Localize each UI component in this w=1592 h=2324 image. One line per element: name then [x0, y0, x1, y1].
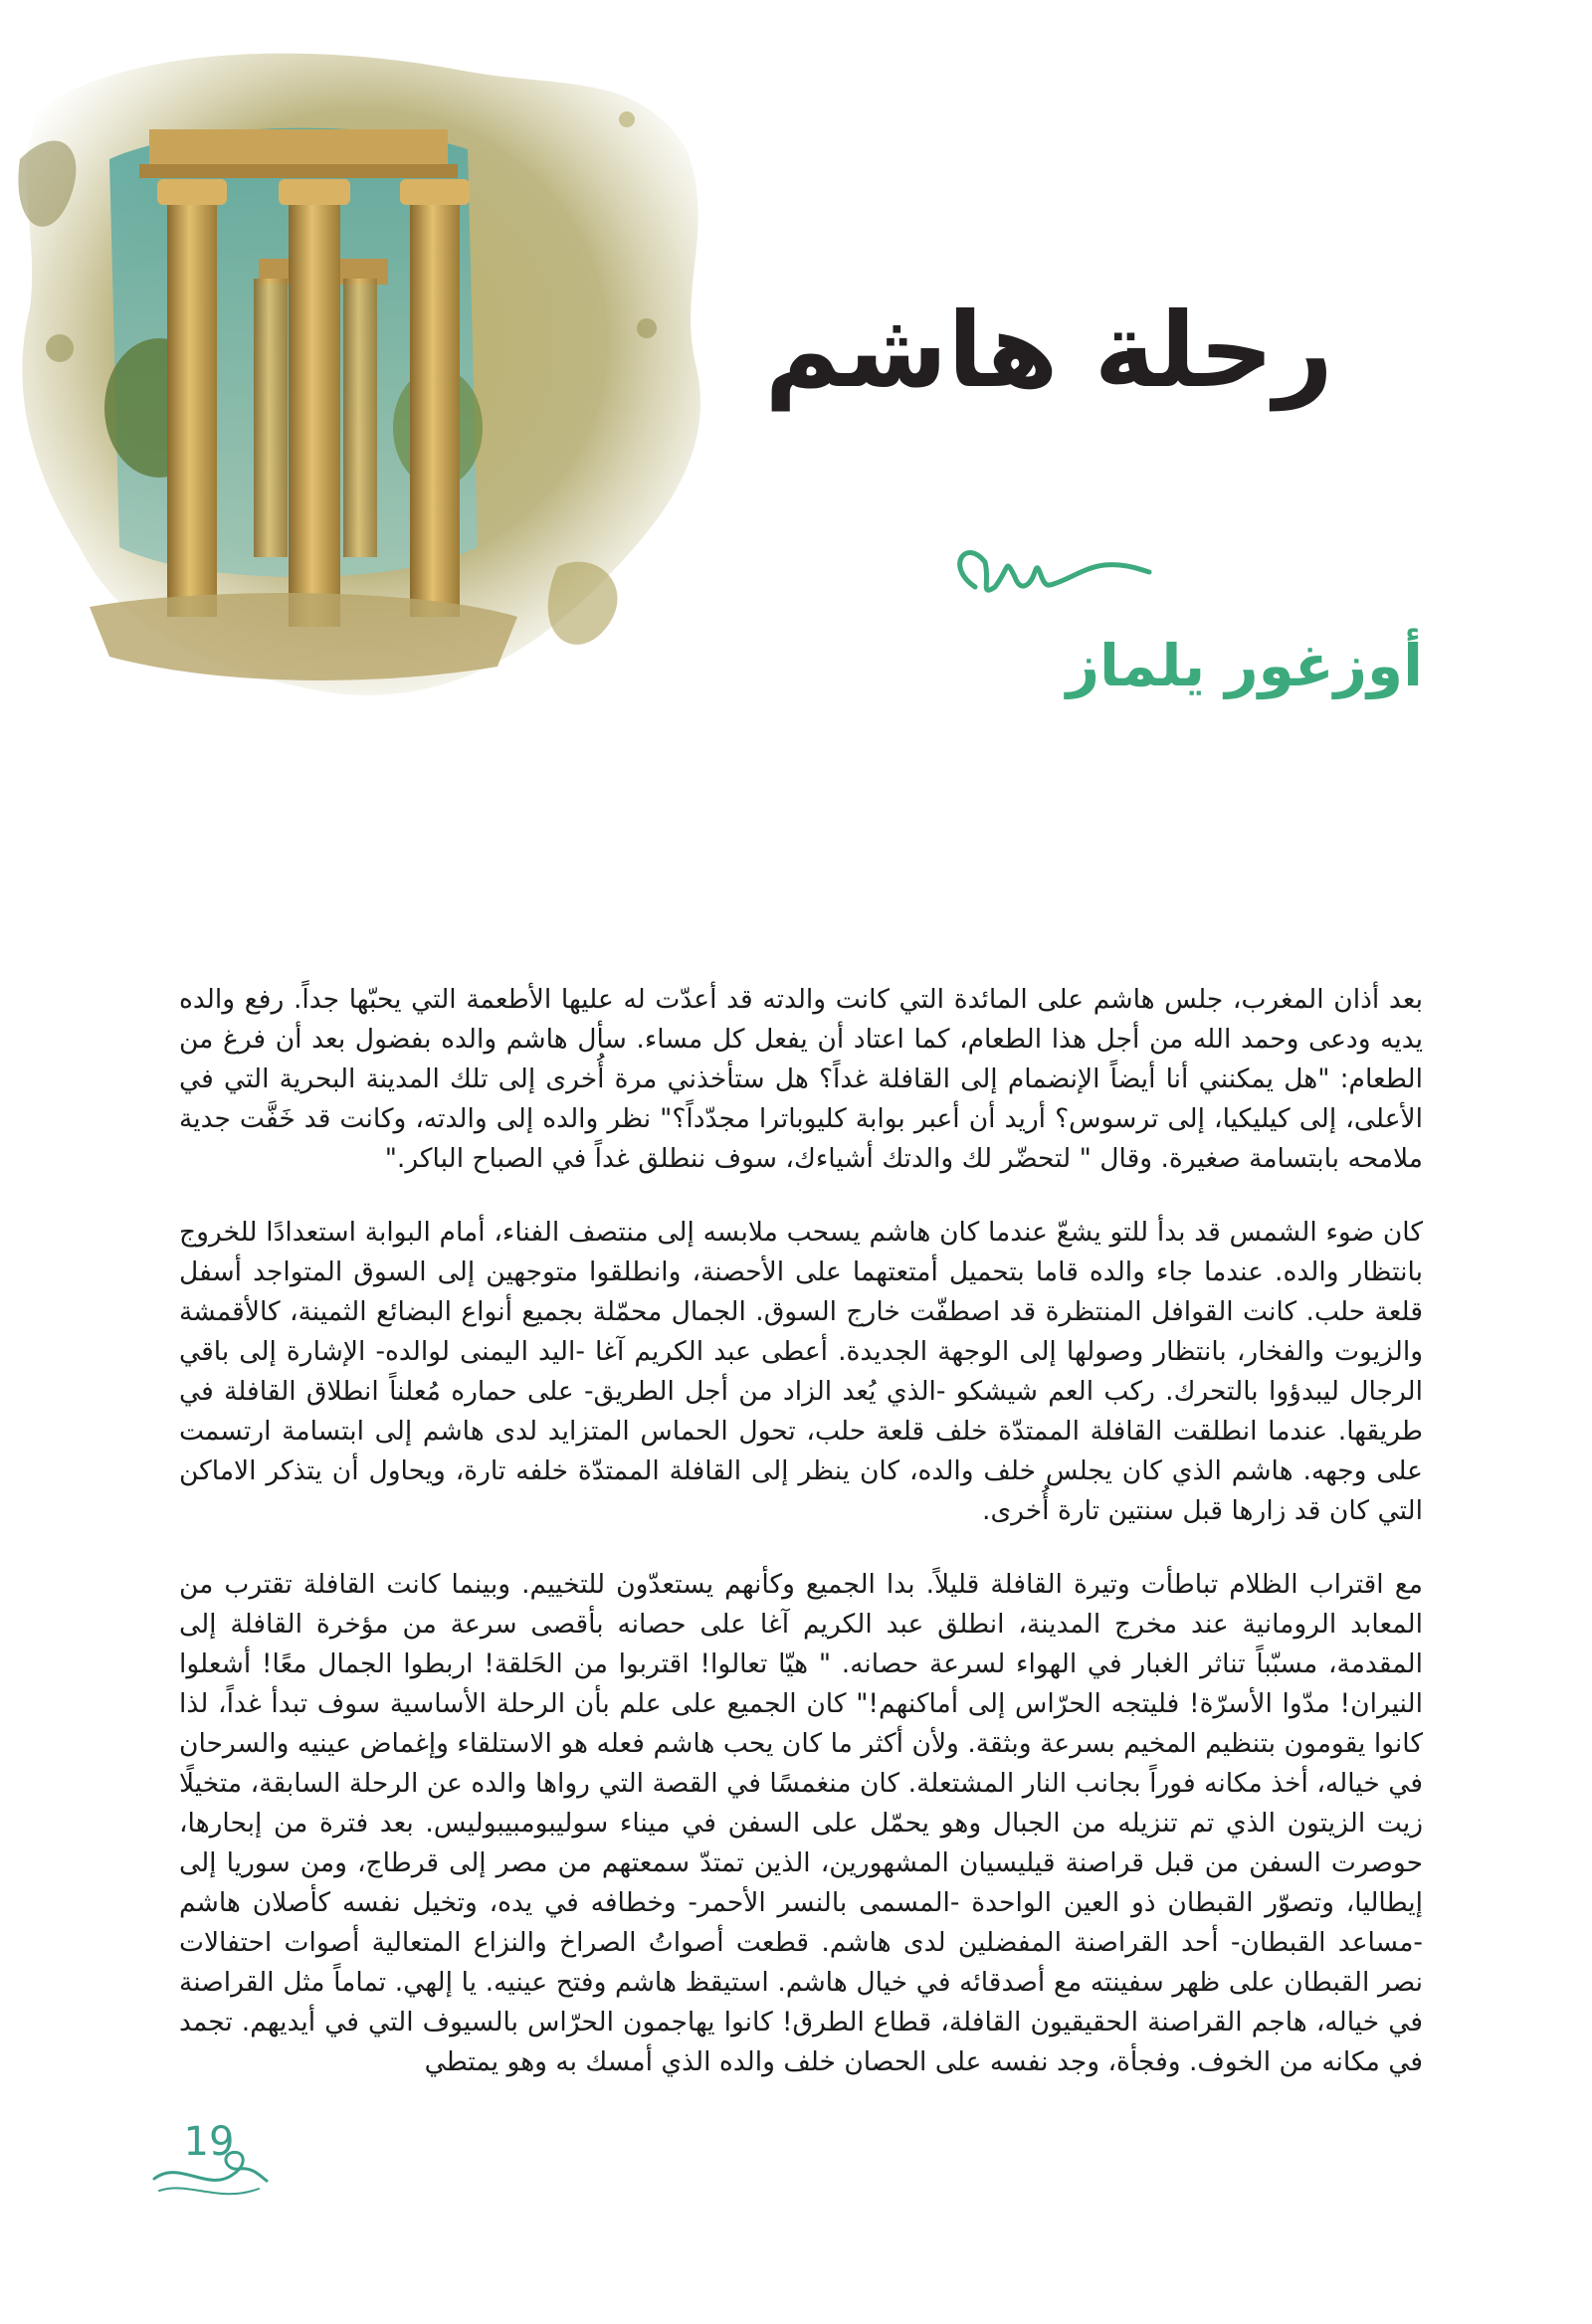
paragraph: مع اقتراب الظلام تباطأت وتيرة القافلة قليلاً. بدا الجميع وكأنهم يستعدّون للتخييم. وبينما كانت القافلة تقترب من المعابد الرومانية عند مخرج المدينة، انطلق عبد الكريم آغا على حصانه بأقصى سرعة من مؤخرة القافلة إلى المقدمة، مسبّباً تناثر الغبار في الهواء لسرعة حصانه. " هيّا تعالوا! اقتربوا من الحَلقة! اربطوا الجمال معًا! أشعلوا النيران! مدّوا الأسرّة! فليتجه الحرّاس إلى أماكنهم!" كان الجميع على علم بأن الرحلة الأساسية سوف تبدأ غداً، لذا كانوا يقومون بتنظيم المخيم بسرعة وبثقة. ولأن أكثر ما كان يحب هاشم فعله هو الاستلقاء وإغماض عينيه والسرحان في خياله، أخذ مكانه فوراً بجانب النار المشتعلة. كان منغمسًا في القصة التي رواها والده عن الرحلة السابقة، متخيلًا زيت الزيتون الذي تم تنزيله من الجبال وهو يحمّل على السفن في ميناء سوليبومبيبوليس. بعد فترة من إبحارها، حوصرت السفن من قبل قراصنة قيليسيان المشهورين، الذين تمتدّ سمعتهم من مصر إلى قرطاج، ومن سوريا إلى إيطاليا، وتصوّر القبطان ذو العين الواحدة -المسمى بالنسر الأحمر- وخطافه في يده، وتخيل نفسه كأصلان هاشم -مساعد القبطان- أحد القراصنة المفضلين لدى هاشم. قطعت أصواتُ الصراخ والنزاع المتعالية أصوات احتفالات نصر القبطان على ظهر سفينته مع أصدقائه في خيال هاشم. استيقظ هاشم وفتح عينيه. يا إلهي. تماماً مثل القراصنة في خياله، هاجم القراصنة الحقيقيون القافلة، قطاع الطرق! كانوا يهاجمون الحرّاس بالسيوف التي في أيديهم. تجمد في مكانه من الخوف. وفجأة، وجد نفسه على الحصان خلف والده الذي أمسك به وهو يمتطي — [179, 1569, 1423, 2077]
ancient-columns-illustration — [0, 30, 716, 716]
paragraph: كان ضوء الشمس قد بدأ للتو يشعّ عندما كان هاشم يسحب ملابسه إلى منتصف الفناء، أمام البوابة استعدادًا للخروج بانتظار والده. عندما جاء والده قاما بتحميل أمتعتهما على الأحصنة، وانطلقوا متوجهين إلى السوق المتواجد أسفل قلعة حلب. كانت القوافل المنتظرة قد اصطفّت خارج السوق. الجمال محمّلة بجميع أنواع البضائع الثمينة، كالأقمشة والزيوت والفخار، بانتظار وصولها إلى الوجهة الجديدة. أعطى عبد الكريم آغا -اليد اليمنى لوالده- الإشارة إلى باقي الرجال ليبدؤوا بالتحرك. ركب العم شيشكو -الذي يُعد الزاد من أجل الطريق- على حماره مُعلناً انطلاق القافلة في طريقها. عندما انطلقت القافلة الممتدّة خلف قلعة حلب، تحول الحماس المتزايد لدى هاشم إلى ابتسامة ارتسمت على وجهه. هاشم الذي كان يجلس خلف والده، كان ينظر إلى القافلة الممتدّة خلفه تارة، ويحاول أن يتذكر الاماكن التي كان قد زارها قبل سنتين تارة أُخرى. — [179, 1217, 1423, 1526]
article-title: رحلة هاشم — [764, 290, 1333, 411]
page-number: 19 — [183, 2119, 235, 2165]
paragraph: بعد أذان المغرب، جلس هاشم على المائدة التي كانت والدته قد أعدّت له عليها الأطعمة التي يحبّها جداً. رفع والده يديه ودعى وحمد الله من أجل هذا الطعام، كما اعتاد أن يفعل كل مساء. سأل هاشم والده بفضول بعد أن فرغ من الطعام: "هل يمكنني أنا أيضاً الإنضمام إلى القافلة غداً؟ هل ستأخذني مرة أُخرى إلى تلك المدينة البحرية التي في الأعلى، إلى كيليكيا، إلى ترسوس؟ أريد أن أعبر بوابة كليوباترا مجدّداً؟" نظر والده إلى والدته، وكانت قد خَفَّت جدية ملامحه بابتسامة صغيرة. وقال " لتحضّر لك والدتك أشياءك، سوف ننطلق غداً في الصباح الباكر." — [179, 984, 1423, 1174]
article-body — [179, 980, 1423, 2116]
page-number-block — [149, 2119, 269, 2209]
flourish-icon — [935, 527, 1154, 617]
article-author: أوزغور يلماز — [1066, 632, 1423, 699]
